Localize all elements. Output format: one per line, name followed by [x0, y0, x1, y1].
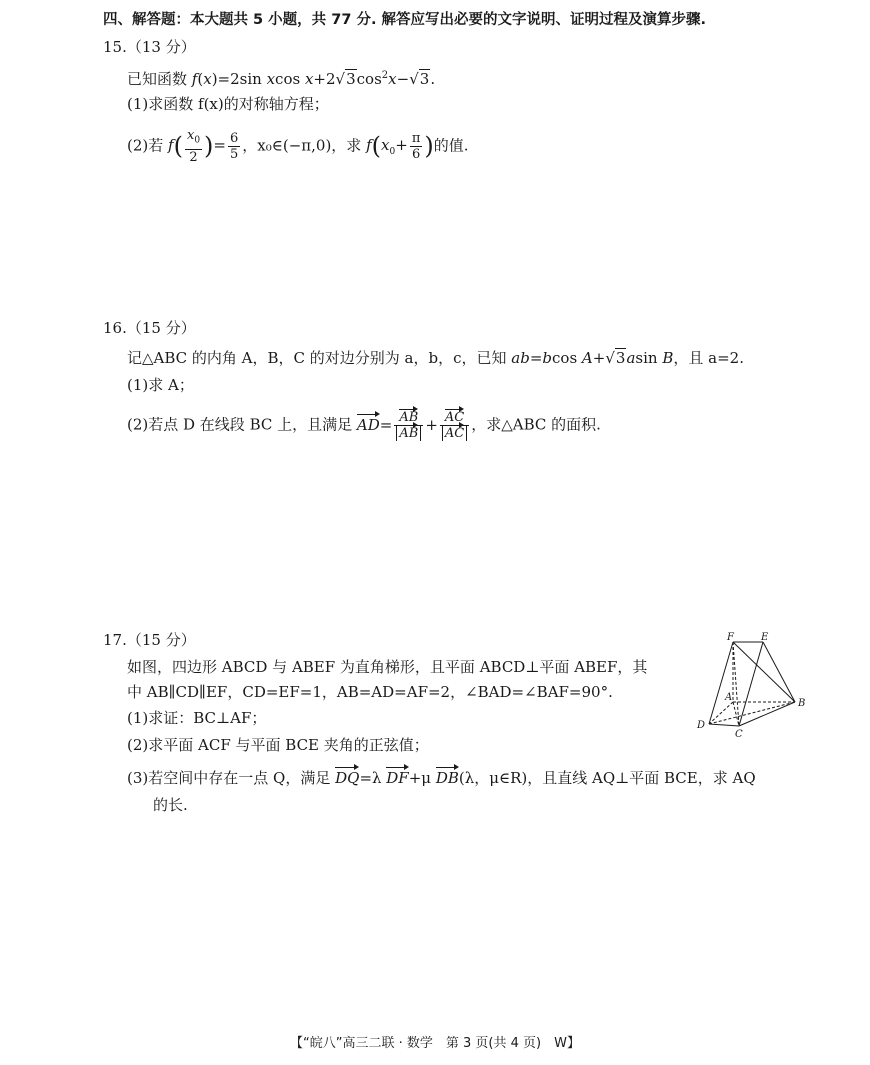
- q17-sub3-mid: (λ，μ∈R)，且直线 AQ⊥平面 BCE，求 AQ: [458, 769, 756, 787]
- q17-sub3: [127, 768, 756, 788]
- q15-sub2-formula-b: $f(x_0+$ $\frac{\pi}{6}$ ): [366, 130, 434, 162]
- q16-sub2: [127, 410, 601, 441]
- q16-number: 16.（15 分）: [103, 319, 196, 337]
- edge-EB: [763, 642, 795, 702]
- label-D: D: [697, 720, 706, 731]
- edge-CB: [739, 702, 795, 726]
- q17-stem-line2: 中 AB∥CD∥EF，CD=EF=1，AB=AD=AF=2，∠BAD=∠BAF=90°.: [127, 683, 613, 701]
- q17-sub2: (2)求平面 ACF 与平面 BCE 夹角的正弦值；: [127, 736, 429, 754]
- edge-DC: [709, 724, 739, 726]
- q17-sub3-formula: DQ=λ DF+μ DB: [335, 769, 459, 787]
- q17-sub3-continued: 的长.: [153, 796, 188, 814]
- q16-sub2-formula: AD= $\frac{AB}{AB}$ + $\frac{AC}{AC}$: [357, 416, 471, 434]
- label-B: B: [798, 698, 806, 709]
- q16-stem: [127, 348, 744, 368]
- section-header: 四、解答题：本大题共 5 小题，共 77 分. 解答应写出必要的文字说明、证明过程及演算步骤.: [103, 12, 707, 28]
- q17-stem-line1: 如图，四边形 ABCD 与 ABEF 为直角梯形，且平面 ABCD⊥平面 ABEF，其: [127, 658, 648, 676]
- q15-formula: f(x)=2sin xcos $x+2√3\cos^2x-√3$.: [191, 70, 436, 88]
- label-E: E: [761, 632, 769, 643]
- q15-stem-text: 已知函数: [127, 70, 188, 88]
- edge-EC: [739, 642, 763, 726]
- q15-stem: [127, 66, 435, 89]
- label-A: A: [725, 692, 733, 703]
- q15-sub2-formula-a: f( $\frac{x_0}{2}$ )= $\frac{6}{5}$: [168, 128, 239, 165]
- q15-sub2-cond: ，x₀∈(−π,0)，求: [242, 136, 362, 155]
- label-C: C: [735, 729, 743, 740]
- q16-sub2-suffix: ，求△ABC 的面积.: [471, 415, 601, 434]
- q15-number: 15.（13 分）: [103, 38, 196, 56]
- q16-stem-a: 记△ABC 的内角 A，B，C 的对边分别为 a，b，c，已知: [127, 349, 507, 367]
- q17-sub1: (1)求证：BC⊥AF；: [127, 709, 267, 727]
- q17-number: 17.（15 分）: [103, 631, 196, 649]
- q16-sub1: (1)求 A；: [127, 376, 194, 394]
- q17-figure: [695, 630, 815, 740]
- q16-sub2-prefix: (2)若点 D 在线段 BC 上，且满足: [127, 415, 353, 434]
- q15-sub1: (1)求函数 f(x)的对称轴方程；: [127, 95, 329, 113]
- q15-sub2-suffix: 的值.: [433, 136, 469, 155]
- page-footer: 【“皖八”高三二联 · 数学 第 3 页(共 4 页) W】: [290, 1036, 580, 1051]
- q15-sub2-prefix: (2)若: [127, 136, 164, 155]
- edge-FB: [733, 642, 795, 702]
- q15-sub2: [127, 128, 469, 165]
- q16-stem-b: ，且 a=2.: [673, 349, 744, 367]
- q17-sub3-prefix: (3)若空间中存在一点 Q，满足: [127, 769, 331, 787]
- label-F: F: [727, 632, 734, 643]
- edge-FD: [709, 642, 733, 724]
- q16-stem-formula: ab=bcos A+√3asin B: [511, 349, 674, 367]
